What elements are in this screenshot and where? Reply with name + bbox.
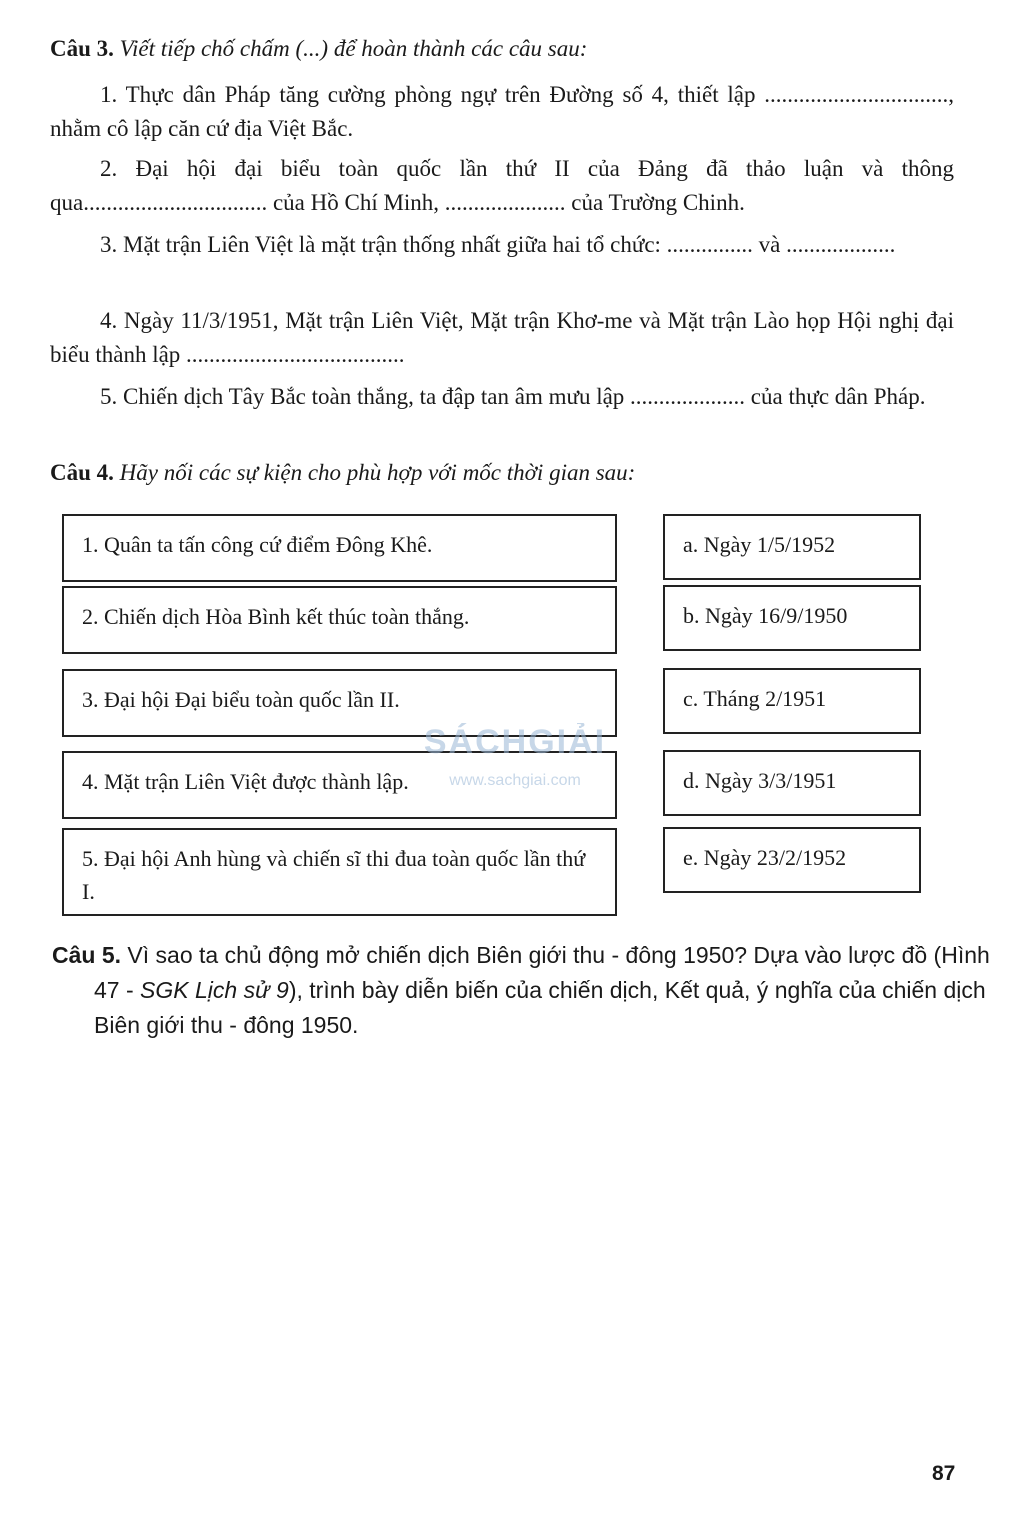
event-box-2 xyxy=(62,586,617,654)
q3-item-1-text: 1. Thực dân Pháp tăng cường phòng ngự trên Đường số 4, thiết lập ................................, nhằm cô lập căn cứ địa Việt Bắc. xyxy=(50,82,954,141)
q3-item-5-text: 5. Chiến dịch Tây Bắc toàn thắng, ta đập tan âm mưu lập .................... của thực dân Pháp. xyxy=(100,384,926,409)
q5-block xyxy=(52,938,999,1043)
event-text-2: 2. Chiến dịch Hòa Bình kết thúc toàn thắng. xyxy=(82,604,470,629)
q3-item-5 xyxy=(50,380,954,414)
event-box-5 xyxy=(62,828,617,916)
date-text-b: b. Ngày 16/9/1950 xyxy=(683,603,848,628)
date-box-a xyxy=(663,514,921,580)
date-text-c: c. Tháng 2/1951 xyxy=(683,686,827,711)
q3-prompt: Viết tiếp chố chấm (...) để hoàn thành các câu sau: xyxy=(119,36,588,61)
q3-label: Câu 3. xyxy=(50,36,114,61)
q3-item-4 xyxy=(50,304,954,372)
event-text-5: 5. Đại hội Anh hùng và chiến sĩ thi đua toàn quốc lần thứ I. xyxy=(82,846,586,904)
date-box-b xyxy=(663,585,921,651)
q4-prompt: Hãy nối các sự kiện cho phù hợp với mốc thời gian sau: xyxy=(119,460,636,485)
date-text-d: d. Ngày 3/3/1951 xyxy=(683,768,837,793)
q3-item-3 xyxy=(50,228,954,262)
event-box-4 xyxy=(62,751,617,819)
q3-item-2-text: 2. Đại hội đại biểu toàn quốc lần thứ II của Đảng đã thảo luận và thông qua................................ của Hồ Chí Minh, ..................... của Trường Chinh. xyxy=(50,156,954,215)
q5-text-italic: SGK Lịch sử 9 xyxy=(140,977,289,1003)
q4-label: Câu 4. xyxy=(50,460,114,485)
event-box-1 xyxy=(62,514,617,582)
q3-heading xyxy=(50,36,587,62)
q3-item-2 xyxy=(50,152,954,220)
event-text-4: 4. Mặt trận Liên Việt được thành lập. xyxy=(82,769,409,794)
date-box-d xyxy=(663,750,921,816)
q3-item-1 xyxy=(50,78,954,146)
watermark-main: SÁCHGIẢI xyxy=(423,723,607,761)
watermark-url: www.sachgiai.com xyxy=(449,772,581,789)
page-number: 87 xyxy=(932,1462,956,1485)
event-text-1: 1. Quân ta tấn công cứ điểm Đông Khê. xyxy=(82,532,433,557)
q5-label: Câu 5. xyxy=(52,942,122,968)
date-text-e: e. Ngày 23/2/1952 xyxy=(683,845,847,870)
q5-text-b: ), trình bày diễn biến của chiến dịch, Kết quả, ý nghĩa của chiến dịch Biên giới thu - đông 1950. xyxy=(94,977,986,1038)
event-box-3 xyxy=(62,669,617,737)
event-text-3: 3. Đại hội Đại biểu toàn quốc lần II. xyxy=(82,687,400,712)
q3-item-4-text: 4. Ngày 11/3/1951, Mặt trận Liên Việt, Mặt trận Khơ-me và Mặt trận Lào họp Hội nghị đại biểu thành lập ...................................... xyxy=(50,308,954,367)
date-box-c xyxy=(663,668,921,734)
date-text-a: a. Ngày 1/5/1952 xyxy=(683,532,836,557)
q4-heading xyxy=(50,460,635,486)
date-box-e xyxy=(663,827,921,893)
q3-item-3-text: 3. Mặt trận Liên Việt là mặt trận thống nhất giữa hai tổ chức: ............... và ................... xyxy=(100,232,896,257)
q5-text-a: Vì sao ta chủ động mở chiến dịch Biên giới thu - đông 1950? Dựa vào lược đồ (Hình 47 - xyxy=(94,942,990,1003)
